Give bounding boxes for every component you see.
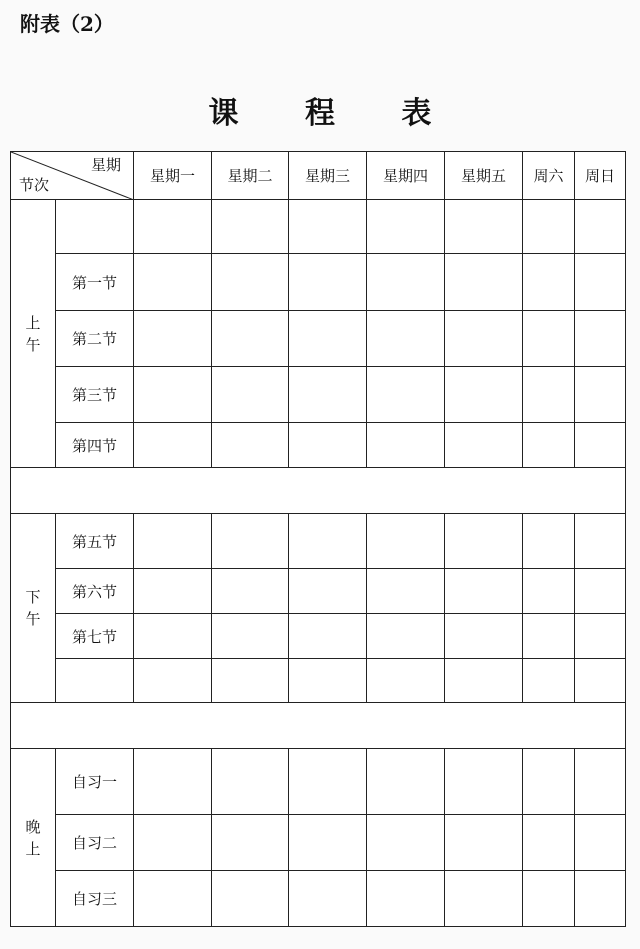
schedule-cell[interactable]: [212, 423, 289, 468]
schedule-cell[interactable]: [289, 423, 367, 468]
schedule-cell[interactable]: [523, 514, 575, 569]
schedule-cell[interactable]: [575, 423, 626, 468]
header-row: [11, 152, 626, 200]
schedule-cell[interactable]: [523, 254, 575, 311]
schedule-cell[interactable]: [575, 311, 626, 367]
appendix-label: 附表（2）: [20, 12, 114, 36]
schedule-cell[interactable]: [575, 749, 626, 815]
schedule-cell[interactable]: [367, 367, 445, 423]
period-label: 第七节: [56, 614, 134, 659]
period-label: 自习一: [56, 749, 134, 815]
period-label: 第四节: [56, 423, 134, 468]
schedule-cell[interactable]: [212, 367, 289, 423]
schedule-cell[interactable]: [367, 614, 445, 659]
table-row: [11, 254, 626, 311]
schedule-cell[interactable]: [367, 254, 445, 311]
schedule-cell[interactable]: [367, 815, 445, 871]
schedule-cell[interactable]: [367, 659, 445, 703]
schedule-cell[interactable]: [134, 254, 212, 311]
break-row: [11, 703, 626, 749]
section-label-morning: 上 午: [11, 200, 56, 468]
schedule-cell[interactable]: [212, 514, 289, 569]
schedule-cell[interactable]: [445, 423, 523, 468]
schedule-cell[interactable]: [212, 311, 289, 367]
corner-period-label: 节次: [19, 176, 50, 194]
period-label: 第二节: [56, 311, 134, 367]
table-row: [11, 659, 626, 703]
day-header: 周六: [523, 152, 575, 200]
schedule-cell[interactable]: [445, 311, 523, 367]
schedule-cell[interactable]: [212, 200, 289, 254]
schedule-cell[interactable]: [289, 569, 367, 614]
schedule-cell[interactable]: [575, 514, 626, 569]
schedule-cell[interactable]: [575, 815, 626, 871]
schedule-cell[interactable]: [575, 367, 626, 423]
schedule-cell[interactable]: [289, 514, 367, 569]
schedule-cell[interactable]: [523, 423, 575, 468]
table-row: [11, 815, 626, 871]
day-header: 星期一: [134, 152, 212, 200]
period-label: 第六节: [56, 569, 134, 614]
schedule-cell[interactable]: [289, 367, 367, 423]
schedule-cell[interactable]: [367, 311, 445, 367]
schedule-cell[interactable]: [134, 614, 212, 659]
period-label: [56, 659, 134, 703]
table-row: [11, 311, 626, 367]
period-label: [56, 200, 134, 254]
table-row: [11, 749, 626, 815]
corner-cell: [11, 152, 134, 200]
section-label-afternoon: 下 午: [11, 514, 56, 703]
schedule-cell[interactable]: [212, 569, 289, 614]
schedule-cell[interactable]: [445, 367, 523, 423]
schedule-cell[interactable]: [445, 749, 523, 815]
period-label: 自习二: [56, 815, 134, 871]
page-title: 课 程 表: [208, 96, 460, 131]
schedule-cell[interactable]: [575, 614, 626, 659]
schedule-cell[interactable]: [212, 815, 289, 871]
schedule-cell[interactable]: [134, 569, 212, 614]
schedule-cell[interactable]: [367, 749, 445, 815]
table-row: [11, 367, 626, 423]
period-label: 第一节: [56, 254, 134, 311]
schedule-cell[interactable]: [134, 311, 212, 367]
table-row: [11, 614, 626, 659]
schedule-cell[interactable]: [367, 423, 445, 468]
schedule-cell[interactable]: [445, 254, 523, 311]
table-row: [11, 200, 626, 254]
schedule-cell[interactable]: [289, 659, 367, 703]
schedule-cell[interactable]: [134, 514, 212, 569]
schedule-cell[interactable]: [445, 514, 523, 569]
schedule-cell[interactable]: [289, 254, 367, 311]
schedule-cell[interactable]: [212, 614, 289, 659]
table-row: [11, 871, 626, 927]
schedule-cell[interactable]: [523, 614, 575, 659]
schedule-cell[interactable]: [367, 871, 445, 927]
schedule-cell[interactable]: [445, 815, 523, 871]
schedule-cell[interactable]: [445, 659, 523, 703]
schedule-cell[interactable]: [523, 871, 575, 927]
schedule-cell[interactable]: [134, 815, 212, 871]
day-header: 星期二: [212, 152, 289, 200]
schedule-cell[interactable]: [367, 569, 445, 614]
period-label: 自习三: [56, 871, 134, 927]
schedule-cell[interactable]: [523, 569, 575, 614]
day-header: 星期三: [289, 152, 367, 200]
schedule-cell[interactable]: [523, 749, 575, 815]
table-row: [11, 514, 626, 569]
schedule-cell[interactable]: [212, 749, 289, 815]
schedule-cell[interactable]: [367, 514, 445, 569]
schedule-cell[interactable]: [289, 871, 367, 927]
schedule-cell[interactable]: [134, 367, 212, 423]
schedule-cell[interactable]: [575, 569, 626, 614]
period-label: 第五节: [56, 514, 134, 569]
schedule-cell[interactable]: [445, 871, 523, 927]
schedule-cell[interactable]: [575, 254, 626, 311]
schedule-cell[interactable]: [212, 659, 289, 703]
schedule-cell[interactable]: [134, 200, 212, 254]
schedule-cell[interactable]: [445, 569, 523, 614]
schedule-cell[interactable]: [289, 200, 367, 254]
schedule-cell[interactable]: [445, 614, 523, 659]
schedule-cell[interactable]: [134, 871, 212, 927]
break-row: [11, 468, 626, 514]
schedule-cell[interactable]: [289, 815, 367, 871]
schedule-cell[interactable]: [523, 200, 575, 254]
schedule-cell[interactable]: [289, 311, 367, 367]
schedule-cell[interactable]: [575, 659, 626, 703]
schedule-cell[interactable]: [523, 815, 575, 871]
schedule-cell[interactable]: [212, 871, 289, 927]
day-header: 星期四: [367, 152, 445, 200]
schedule-cell[interactable]: [289, 749, 367, 815]
day-header: 周日: [575, 152, 626, 200]
schedule-cell[interactable]: [575, 200, 626, 254]
day-header: 星期五: [445, 152, 523, 200]
corner-week-label: 星期: [90, 156, 121, 174]
schedule-cell[interactable]: [523, 311, 575, 367]
schedule-cell[interactable]: [575, 871, 626, 927]
schedule-cell[interactable]: [212, 254, 289, 311]
schedule-cell[interactable]: [289, 614, 367, 659]
schedule-cell[interactable]: [134, 423, 212, 468]
section-label-evening: 晚 上: [11, 749, 56, 927]
schedule-cell[interactable]: [523, 367, 575, 423]
schedule-cell[interactable]: [367, 200, 445, 254]
schedule-table: [10, 151, 626, 927]
schedule-cell[interactable]: [134, 659, 212, 703]
table-row: [11, 423, 626, 468]
schedule-cell[interactable]: [134, 749, 212, 815]
table-row: [11, 569, 626, 614]
schedule-cell[interactable]: [445, 200, 523, 254]
period-label: 第三节: [56, 367, 134, 423]
schedule-cell[interactable]: [523, 659, 575, 703]
